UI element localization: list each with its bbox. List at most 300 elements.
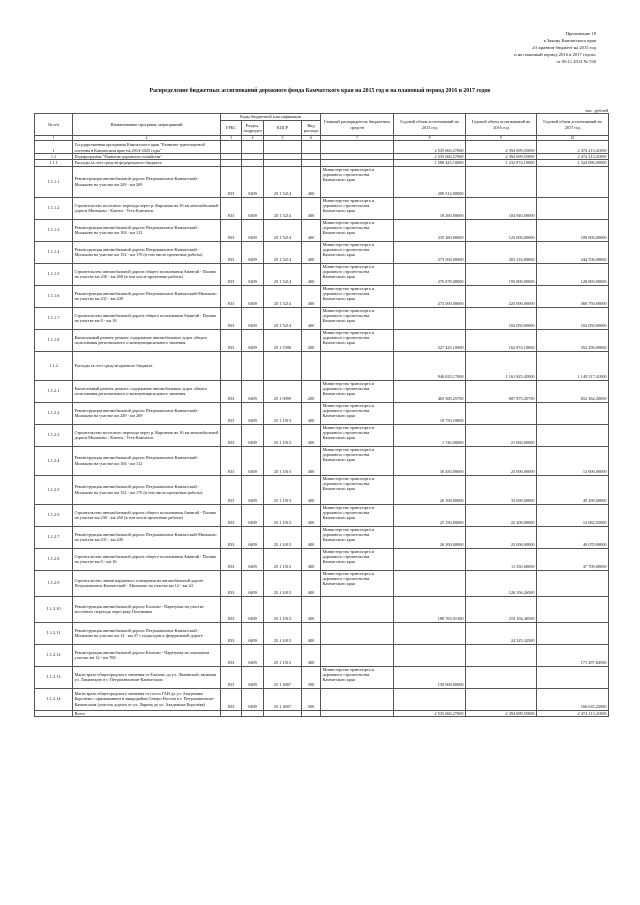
row-2015: 1 588 425,10000 [394,160,466,166]
row-name: Строительство автомобильной дороги общего пользования Анавгай - Палана на участке км 230 - км 260 (в том числе проектные работы) [73,504,221,526]
row-2016 [466,688,537,710]
row-grbs [221,351,242,380]
row-grbs: 833 [221,166,242,197]
row-2016: 2 394 699,55000 [466,154,537,160]
row-2017: 652 362,20000 [537,380,609,402]
row-2016: 126 356,26500 [466,570,537,596]
table-row [35,351,609,380]
row-ktsr: 25 1 1013 [264,475,302,504]
row-2016: 162 874,10000 [466,329,537,351]
row-ktsr: 25 1 5390 [264,329,302,351]
row-num: 1.1.2.4 [35,446,73,475]
row-2016: 102 050,00000 [466,307,537,329]
row-2017: 108 000,00000 [537,219,609,241]
row-ktsr: 25 1 1013 [264,504,302,526]
row-razdel: 0409 [242,263,264,285]
row-2017: 2 474 213,41000 [537,154,609,160]
row-name: Магистраль общегородского значения от поста ГАИ до ул. Академика Королёва с примыканием в микрорайон Северо-Восток в г. Петропавловске-Камчатском (участок дороги от ул. Ларина до ул. Академика Королёва) [73,688,221,710]
row-2015: 273 500,00000 [394,241,466,263]
table-row [35,402,609,424]
row-kvr: 400 [302,402,321,424]
row-admin [321,141,394,154]
table-row [35,570,609,596]
table-body [35,141,609,711]
row-kvr: 400 [302,526,321,548]
row-razdel: 0409 [242,570,264,596]
row-name: Подпрограмма "Развитие дорожного хозяйства" [73,154,221,160]
column-number: 2 [73,136,221,141]
row-ktsr: 25 1 5214 [264,285,302,307]
row-ktsr: 25 1 5214 [264,263,302,285]
row-kvr: 400 [302,219,321,241]
row-razdel: 0409 [242,307,264,329]
row-name: Строительство автомобильной дороги общего пользования Анавгай - Палана на участке км 230 - км 260 (в том числе проектные работы) [73,263,221,285]
row-ktsr [264,141,302,154]
row-ktsr: 25 1 4007 [264,666,302,688]
row-grbs: 833 [221,307,242,329]
header-admin: Главный распорядитель бюджетных средств [321,114,394,136]
row-2015: 273 500,00000 [394,285,466,307]
table-row [35,548,609,570]
row-kvr [302,141,321,154]
row-num: 1.1.2.14 [35,688,73,710]
row-name: Строительство линии наружного освещения на автомобильной дороге Петропавловск-Камчатский - Мильково на участке км 12 - км 24 [73,570,221,596]
column-number: 8 [394,136,466,141]
row-razdel: 0409 [242,526,264,548]
row-razdel: 0409 [242,688,264,710]
row-admin: Министерство транспорта и дорожного строительства Камчатского края [321,666,394,688]
row-kvr: 400 [302,504,321,526]
row-2015: 2 535 060,27000 [394,141,466,154]
row-2017: 2 474 213,41000 [537,141,609,154]
row-2016: 210 194,40500 [466,596,537,622]
row-num: 1.1 [35,154,73,160]
row-kvr: 400 [302,548,321,570]
row-kvr: 500 [302,666,321,688]
row-ktsr: 25 1 1013 [264,526,302,548]
row-grbs [221,141,242,154]
row-razdel: 0409 [242,380,264,402]
row-num: 1.1.1.7 [35,307,73,329]
row-ktsr: 25 1 4007 [264,688,302,710]
row-ktsr [264,351,302,380]
row-2017 [537,402,609,424]
row-2017: 1 149 517,41000 [537,351,609,380]
row-2016: 195 800,00000 [466,263,537,285]
row-2017 [537,570,609,596]
row-admin: Министерство транспорта и дорожного строительства Камчатского края [321,285,394,307]
row-2015: 30 450,00000 [394,446,466,475]
row-kvr: 400 [302,241,321,263]
row-2016: 21 060,00000 [466,424,537,446]
row-num: 1.1.2.12 [35,644,73,666]
row-2016 [466,402,537,424]
row-admin: Министерство транспорта и дорожного строительства Камчатского края [321,380,394,402]
row-2017: 49 290,00000 [537,475,609,504]
row-2016: 25 000,00000 [466,446,537,475]
column-number: 9 [466,136,537,141]
row-num: 1.1.1.6 [35,285,73,307]
table-row [35,380,609,402]
row-2017: 166 635,23900 [537,688,609,710]
row-2015: 1 740,00000 [394,424,466,446]
row-num: 1.1.2.11 [35,622,73,644]
total-2015: 2 535 060,27000 [394,710,466,716]
row-razdel: 0409 [242,197,264,219]
row-2017 [537,197,609,219]
row-admin: Министерство транспорта и дорожного строительства Камчатского края [321,219,394,241]
header-kvr: Вид расхода [302,121,321,136]
row-name: Реконструкция автомобильной дороги Петропавловск-Камчатский-Мильково на участке км 231 - км 249 [73,285,221,307]
row-razdel: 0409 [242,241,264,263]
column-number: 3 [221,136,242,141]
row-name: Реконструкция автомобильной дороги Петропавловск-Камчатский - Мильково на участке км 152 - км 170 (в том числе проектные работы) [73,475,221,504]
row-ktsr: 25 1 1013 [264,570,302,596]
column-number: 6 [302,136,321,141]
row-razdel: 0409 [242,402,264,424]
row-name: Государственная программа Камчатского края "Развитие транспортной системы в Камчатском крае на 2014-2025 годы" [73,141,221,154]
column-number: 10 [537,136,609,141]
appendix-note [446,31,596,66]
table-row [35,644,609,666]
row-razdel: 0409 [242,285,264,307]
header-grbs: ГРБС [221,121,242,136]
row-razdel [242,141,264,154]
row-name: Реконструкция автомобильной дороги Елизово - Паратунка на локальном участке км 12 - км 700 [73,644,221,666]
row-grbs: 833 [221,241,242,263]
row-name: Строительство мостового перехода через р. Кирганик на 16 км автомобильной дороги Мильково - Ключи - Усть-Камчатск [73,424,221,446]
row-num: 1.1.2.5 [35,475,73,504]
row-name: Реконструкция автомобильной дороги Петропавловск-Камчатский - Мильково на участке км 12 - км 27 с подъездом к федеральной дороге [73,622,221,644]
row-grbs: 833 [221,380,242,402]
row-2015: 208 512,00000 [394,166,466,197]
row-ktsr: 25 1 1013 [264,596,302,622]
row-name: Реконструкция автомобильной дороги Петропавловск-Камчатский-Мильково на участке км 231 - км 249 [73,526,221,548]
row-2015: 26 100,00000 [394,526,466,548]
appendix-line: Приложение 18 [565,31,596,36]
row-2016: 33 690,00000 [466,475,537,504]
row-grbs: 833 [221,570,242,596]
table-row [35,141,609,154]
row-admin: Министерство транспорта и дорожного строительства Камчатского края [321,424,394,446]
row-ktsr: 25 1 5214 [264,166,302,197]
row-num: 1.1.1.4 [35,241,73,263]
row-razdel: 0409 [242,644,264,666]
row-2017 [537,166,609,197]
row-2015: 946 635,17000 [394,351,466,380]
row-kvr: 400 [302,622,321,644]
row-kvr: 400 [302,197,321,219]
row-grbs: 833 [221,644,242,666]
table-row [35,263,609,285]
document-title: Распределение бюджетных ассигнований дорожного фонда Камчатского края на 2015 год и на плановый период 2016 и 2017 годов [149,88,491,94]
row-2015 [394,307,466,329]
row-name: Строительство автомобильной дороги общего пользования Анавгай - Палана на участке км 0 - км 16 [73,307,221,329]
row-2015 [394,644,466,666]
row-num: 1.1.1.8 [35,329,73,351]
appendix-line: к Закону Камчатского края [543,37,596,43]
row-admin [321,596,394,622]
row-admin [321,688,394,710]
header-codes-group: Коды бюджетной классификации [221,114,321,121]
row-2015 [394,548,466,570]
row-admin: Министерство транспорта и дорожного строительства Камчатского края [321,548,394,570]
total-num-cell [35,710,73,716]
table-row [35,688,609,710]
column-number: 4 [242,136,264,141]
row-name: Реконструкция автомобильной дороги Петропавловск-Камчатский - Мильково на участке км 152 - км 170 (в том числе проектные работы) [73,241,221,263]
table-row [35,219,609,241]
row-kvr: 400 [302,475,321,504]
table-row [35,526,609,548]
row-2017: 344 706,00000 [537,241,609,263]
row-grbs: 833 [221,548,242,570]
row-name: Капитальный ремонт, ремонт, содержание автомобильных дорог общего пользования регионального и межмуниципального значения [73,380,221,402]
row-grbs: 833 [221,446,242,475]
row-2016 [466,644,537,666]
row-admin: Министерство транспорта и дорожного строительства Камчатского края [321,241,394,263]
row-num: 1.1.1 [35,160,73,166]
row-razdel [242,351,264,380]
row-2016: 303 216,00000 [466,241,537,263]
row-grbs: 833 [221,424,242,446]
total-label: Всего [73,710,221,716]
row-num: 1.1.2.8 [35,548,73,570]
table-row [35,241,609,263]
row-2017: 12 000,00000 [537,446,609,475]
row-2016: 2 394 699,55000 [466,141,537,154]
row-2015: 25 150,00000 [394,504,466,526]
row-kvr: 400 [302,644,321,666]
row-name: Реконструкция автомобильной дороги Петропавловск-Камчатский - Мильково на участке км 104 - км 112 [73,446,221,475]
row-2015: 150 000,00000 [394,666,466,688]
row-razdel: 0409 [242,446,264,475]
row-grbs: 833 [221,219,242,241]
row-kvr: 500 [302,688,321,710]
row-admin: Министерство транспорта и дорожного строительства Камчатского края [321,166,394,197]
row-razdel: 0409 [242,424,264,446]
row-2017: 14 082,55000 [537,504,609,526]
appendix-line: от 06.11.2014 № 536 [556,58,596,64]
row-2015 [394,622,466,644]
row-num: 1.1.1.2 [35,197,73,219]
row-admin [321,622,394,644]
appendix-line: и на плановый период 2016 и 2017 годов» [514,51,596,57]
row-admin: Министерство транспорта и дорожного строительства Камчатского края [321,402,394,424]
row-kvr [302,351,321,380]
row-2015: 235 260,00000 [394,219,466,241]
row-2016: 22 200,00000 [466,504,537,526]
row-kvr: 400 [302,263,321,285]
row-kvr: 200 [302,380,321,402]
row-2015: 26 100,00000 [394,475,466,504]
row-kvr: 400 [302,424,321,446]
row-name: Расходы за счет средств федерального бюджета [73,160,221,166]
header-2016: Годовой объем ассигнований на 2016 год [466,114,537,136]
row-2015 [394,688,466,710]
budget-table [34,113,609,717]
row-2017 [537,596,609,622]
row-ktsr: 25 1 5214 [264,197,302,219]
row-2016: 104 940,00000 [466,197,537,219]
row-kvr: 400 [302,166,321,197]
row-2016: 687 875,45700 [466,380,537,402]
column-number: 5 [264,136,302,141]
row-num: 1.1.2.9 [35,570,73,596]
row-2016: 225 000,00000 [466,285,537,307]
row-grbs: 833 [221,402,242,424]
row-num: 1.1.2 [35,351,73,380]
row-name: Реконструкция автомобильной дороги Елизово - Паратунка на участке мостового перехода через реку Половинка [73,596,221,622]
row-admin: Министерство транспорта и дорожного строительства Камчатского края [321,526,394,548]
row-grbs: 833 [221,329,242,351]
row-2016 [466,166,537,197]
header-name: Наименование программ, мероприятий [73,114,221,136]
row-num: 1.1.2.1 [35,380,73,402]
row-ktsr: 25 1 5214 [264,219,302,241]
row-num: 1.1.2.13 [35,666,73,688]
row-num: 1.1.1.1 [35,166,73,197]
row-admin: Министерство транспорта и дорожного строительства Камчатского края [321,307,394,329]
row-ktsr: 25 1 5214 [264,241,302,263]
row-ktsr: 25 1 5214 [264,307,302,329]
row-kvr: 400 [302,285,321,307]
header-2017: Годовой объем ассигнований на 2017 год [537,114,609,136]
row-name: Расходы за счет средств краевого бюджета [73,351,221,380]
table-row [35,285,609,307]
table-row [35,596,609,622]
row-2017 [537,666,609,688]
row-grbs: 833 [221,622,242,644]
row-grbs: 833 [221,263,242,285]
row-2017: 1 324 696,00000 [537,160,609,166]
row-2015: 19 750,18000 [394,402,466,424]
table-row [35,329,609,351]
row-grbs: 833 [221,526,242,548]
table-row [35,622,609,644]
row-grbs: 833 [221,666,242,688]
row-razdel: 0409 [242,666,264,688]
row-2015: 276 078,00000 [394,263,466,285]
table-row [35,197,609,219]
total-2016: 2 394 699,55000 [466,710,537,716]
row-num: 1.1.2.7 [35,526,73,548]
row-admin: Министерство транспорта и дорожного строительства Камчатского края [321,329,394,351]
row-num: 1.1.1.3 [35,219,73,241]
row-ktsr: 25 1 1013 [264,446,302,475]
row-kvr: 400 [302,596,321,622]
row-razdel: 0409 [242,166,264,197]
row-grbs: 833 [221,596,242,622]
row-admin [321,644,394,666]
row-2016: 1 161 825,45000 [466,351,537,380]
row-num: 1.1.2.6 [35,504,73,526]
row-2016: 1 232 874,10000 [466,160,537,166]
table-row [35,446,609,475]
appendix-line: «О краевом бюджете на 2015 год [531,44,596,50]
header-2015: Годовой объем ассигнований на 2015 год [394,114,466,136]
row-admin [321,351,394,380]
row-2016: 123 000,00000 [466,219,537,241]
row-2017: 102 050,00000 [537,307,609,329]
row-num: 1.1.2.2 [35,402,73,424]
header-ktsr: КЦСР [264,121,302,136]
total-2017: 2 474 213,41000 [537,710,609,716]
row-2017 [537,424,609,446]
row-2017: 171 297,84500 [537,644,609,666]
row-2017: 360 750,00000 [537,285,609,307]
row-razdel: 0409 [242,504,264,526]
row-grbs: 833 [221,504,242,526]
row-admin: Министерство транспорта и дорожного строительства Камчатского края [321,446,394,475]
row-name: Капитальный ремонт, ремонт, содержание автомобильных дорог общего пользования регионального и межмуниципального значения [73,329,221,351]
row-2016: 25 000,00000 [466,526,537,548]
row-2015: 465 569,25700 [394,380,466,402]
row-2017: 47 700,00000 [537,548,609,570]
row-admin: Министерство транспорта и дорожного строительства Камчатского края [321,197,394,219]
row-ktsr: 25 1 1013 [264,402,302,424]
unit-label: тыс. рублей [585,108,608,113]
row-2017 [537,622,609,644]
total-row [35,710,609,716]
row-ktsr: 25 1 0999 [264,380,302,402]
row-admin: Министерство транспорта и дорожного строительства Камчатского края [321,475,394,504]
row-kvr: 400 [302,307,321,329]
table-row [35,424,609,446]
table-row [35,504,609,526]
row-kvr: 200 [302,329,321,351]
row-2015: 188 765,91300 [394,596,466,622]
row-2015: 18 260,00000 [394,197,466,219]
table-row [35,307,609,329]
row-admin: Министерство транспорта и дорожного строительства Камчатского края [321,570,394,596]
column-number: 1 [35,136,73,141]
row-name: Реконструкция автомобильной дороги Петропавловск-Камчатский - Мильково на участке км 249 - км 269 [73,402,221,424]
row-razdel: 0409 [242,475,264,504]
row-2015: 2 535 060,27000 [394,154,466,160]
row-name: Магистраль общегородского значения от Елизово до ул. Лиманской, включая ул. Лиманскую в г. Петропавловске-Камчатском [73,666,221,688]
row-ktsr: 25 1 1013 [264,548,302,570]
header-num: № п/п [35,114,73,136]
row-razdel: 0409 [242,548,264,570]
row-grbs: 833 [221,285,242,307]
row-2017: 40 070,00000 [537,526,609,548]
row-name: Реконструкция автомобильной дороги Петропавловск-Камчатский - Мильково на участке км 104 - км 112 [73,219,221,241]
row-grbs: 833 [221,197,242,219]
row-razdel: 0409 [242,622,264,644]
row-name: Строительство мостового перехода через р. Кирганик на 16 км автомобильной дороги Мильково - Ключи - Усть-Камчатск [73,197,221,219]
row-2016: 11 350,00000 [466,548,537,570]
row-num: 1.1.2.10 [35,596,73,622]
row-name: Реконструкция автомобильной дороги Петропавловск-Камчатский - Мильково на участке км 249 - км 269 [73,166,221,197]
row-kvr: 400 [302,570,321,596]
column-number: 7 [321,136,394,141]
row-2017: 128 869,00000 [537,263,609,285]
table-row [35,666,609,688]
row-grbs: 833 [221,688,242,710]
row-num: 1.1.2.3 [35,424,73,446]
row-2015: 227 425,10000 [394,329,466,351]
row-num: 1 [35,141,73,154]
row-admin: Министерство транспорта и дорожного строительства Камчатского края [321,263,394,285]
table-row [35,475,609,504]
row-name: Строительство автомобильной дороги общего пользования Анавгай - Палана на участке км 0 - км 16 [73,548,221,570]
row-2017: 352 296,00000 [537,329,609,351]
row-razdel: 0409 [242,329,264,351]
row-admin: Министерство транспорта и дорожного строительства Камчатского края [321,504,394,526]
row-ktsr: 25 1 1013 [264,644,302,666]
row-2016: 24 325,32500 [466,622,537,644]
